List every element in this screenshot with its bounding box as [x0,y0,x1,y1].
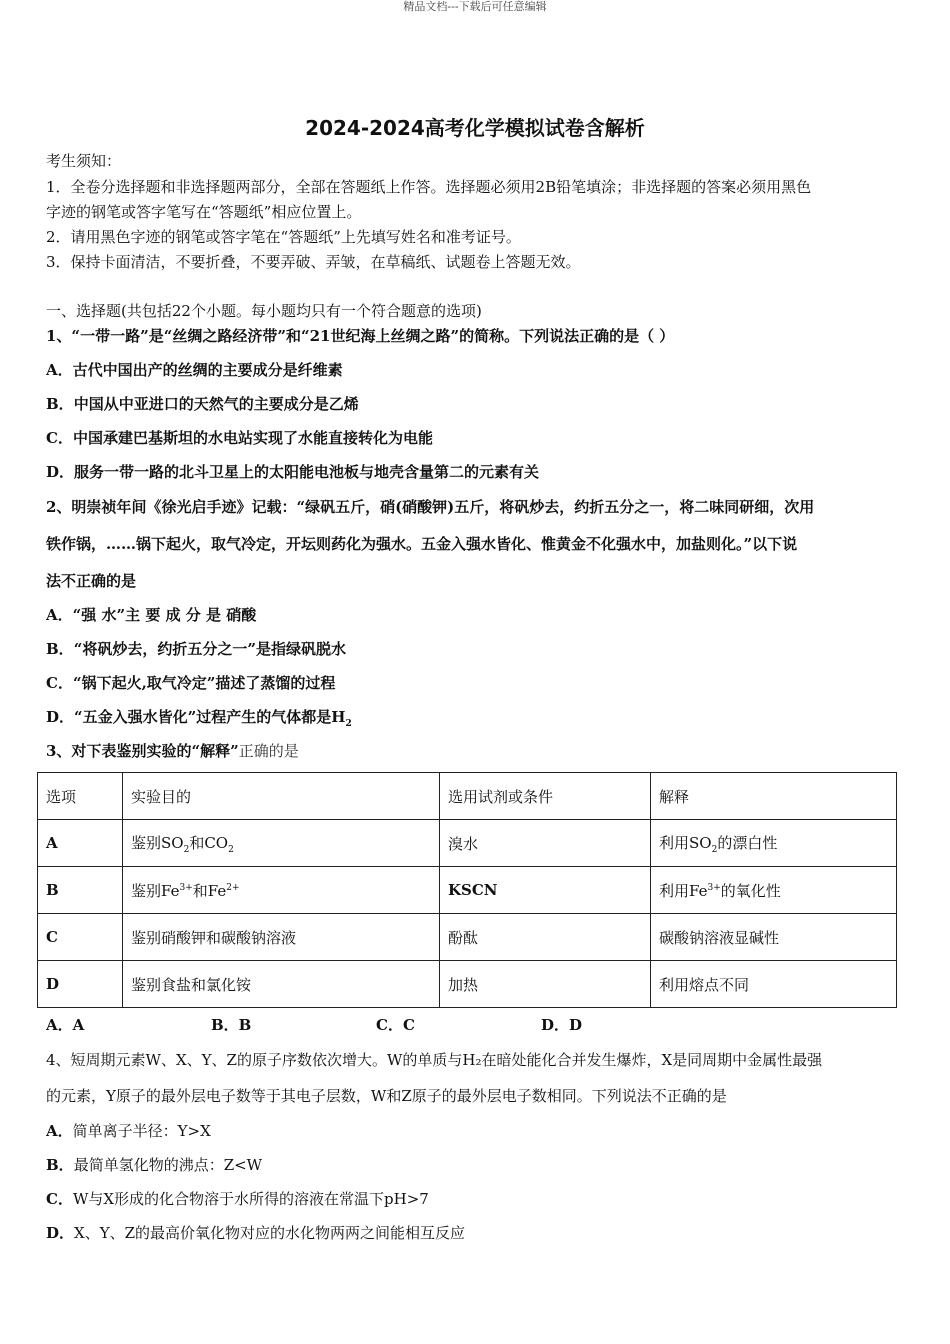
option-label: C． [46,429,73,447]
table-cell-option: B [38,867,123,914]
option-label: A． [46,606,73,624]
cell-text: 鉴别SO [131,833,184,852]
table-header-cell: 选项 [38,773,123,820]
table-cell-option: A [38,820,123,867]
option-text: 服务一带一路的北斗卫星上的太阳能电池板与地壳含量第二的元素有关 [74,463,540,481]
option-label: A． [46,361,73,379]
option-label: C． [46,674,73,692]
question-4-stem-line: 的元素，Y原子的最外层电子数等于其电子层数，W和Z原子的最外层电子数相同。下列说法不正确的是 [46,1087,727,1105]
table-header-cell: 实验目的 [123,773,440,820]
table-cell-explanation: 碳酸钠溶液显碱性 [651,914,897,961]
question-2-option-b [46,638,906,660]
answer-option: B．B [211,1016,252,1034]
subscript: 2 [711,844,718,855]
table-cell-reagent: 溴水 [440,820,651,867]
question-3-table [37,772,897,1008]
question-1-stem: 1、“一带一路”是“丝绸之路经济带”和“21世纪海上丝绸之路”的简称。下列说法正确的是（ ） [46,327,675,345]
question-2-stem-line: 法不正确的是 [46,572,137,590]
question-4-option-d [46,1222,906,1244]
table-cell-option: D [38,961,123,1008]
answer-option: C．C [376,1016,415,1034]
option-text: 古代中国出产的丝绸的主要成分是纤维素 [72,361,343,379]
subscript: 2 [345,719,352,729]
table-cell-reagent: 加热 [440,961,651,1008]
cell-text: 鉴别Fe [131,881,180,900]
answer-option: D．D [541,1016,583,1034]
question-2-option-a [46,604,906,626]
cell-text: 的漂白性 [717,833,778,852]
option-label: C． [46,1190,73,1208]
notice-item: 2．请用黑色字迹的钢笔或答字笔在“答题纸”上先填写姓名和准考证号。 [46,228,521,246]
table-cell-goal: 鉴别硝酸钾和碳酸钠溶液 [123,914,440,961]
question-4-option-b [46,1154,906,1176]
cell-text: 利用Fe [659,881,708,900]
subscript: 2 [183,844,190,855]
question-1-option-a [46,359,906,381]
table-cell-goal [123,867,440,914]
option-text: W与X形成的化合物溶于水所得的溶液在常温下pH>7 [72,1190,429,1208]
question-2-option-d [46,706,906,735]
notice-item: 3．保持卡面清洁，不要折叠，不要弄破、弄皱，在草稿纸、试题卷上答题无效。 [46,253,581,271]
table-row [38,961,897,1008]
option-text: 中国承建巴基斯坦的水电站实现了水能直接转化为电能 [72,429,433,447]
superscript: 3+ [707,882,721,893]
table-header-row [38,773,897,820]
question-2-option-c [46,672,906,694]
option-text: X、Y、Z的最高价氧化物对应的水化物两两之间能相互反应 [74,1224,466,1242]
question-1-option-c [46,427,906,449]
page-title: 2024-2024高考化学模拟试卷含解析 [305,116,645,140]
table-cell-goal [123,820,440,867]
table-cell-explanation [651,867,897,914]
table-header-cell: 选用试剂或条件 [440,773,651,820]
option-label: B． [46,640,74,658]
section-heading: 一、选择题(共包括22个小题。每小题均只有一个符合题意的选项) [46,302,482,320]
question-1-option-d [46,461,906,483]
question-4-option-a [46,1120,906,1142]
option-label: D． [46,463,75,481]
page-header: 精品文档---下载后可任意编辑 [403,0,547,13]
table-cell-goal: 鉴别食盐和氯化铵 [123,961,440,1008]
question-4-stem-line: 4、短周期元素W、X、Y、Z的原子序数依次增大。W的单质与H₂在暗处能化合并发生爆炸，X是同周期中金属性最强 [46,1051,823,1069]
superscript: 3+ [179,882,193,893]
cell-text: 利用SO [659,833,712,852]
answer-option: A．A [46,1016,85,1034]
option-text: “五金入强水皆化”过程产生的气体都是H [74,708,346,726]
option-text: “强 水”主 要 成 分 是 硝酸 [72,606,257,624]
option-text: 中国从中亚进口的天然气的主要成分是乙烯 [73,395,359,413]
table-cell-reagent: KSCN [440,867,651,914]
option-label: D． [46,708,75,726]
option-label: B． [46,395,74,413]
question-2-stem-line: 铁作锅，……锅下起火，取气冷定，开坛则药化为强水。五金入强水皆化、惟黄金不化强水中，加盐则化。”以下说 [46,535,798,553]
question-3-answers [46,1014,906,1036]
subscript: 2 [228,844,234,855]
option-label: B． [46,1156,74,1174]
question-4-option-c [46,1188,906,1210]
table-header-cell: 解释 [651,773,897,820]
question-3-stem [46,740,906,762]
cell-text: 的氧化性 [720,881,781,900]
table-cell-explanation: 利用熔点不同 [651,961,897,1008]
table-cell-explanation [651,820,897,867]
table-cell-reagent: 酚酞 [440,914,651,961]
table-row [38,820,897,867]
notice-item: 字迹的钢笔或答字笔写在“答题纸”相应位置上。 [46,203,362,221]
question-1-option-b [46,393,906,415]
superscript: 2+ [226,882,240,893]
option-text: 最简单氢化物的沸点：Z<W [73,1156,263,1174]
option-text: 简单离子半径：Y>X [72,1122,211,1140]
table-row [38,867,897,914]
table-row [38,914,897,961]
option-text: “将矾炒去，约折五分之一”是指绿矾脱水 [73,640,346,658]
question-2-stem-line: 2、明崇祯年间《徐光启手迹》记载：“绿矾五斤，硝(硝酸钾)五斤，将矾炒去，约折五分之一，将二味同研细，次用 [46,498,815,516]
option-label: D． [46,1224,75,1242]
stem-tail: 正确的是 [238,742,299,760]
cell-text: 和CO [189,833,229,852]
notice-item: 1．全卷分选择题和非选择题两部分，全部在答题纸上作答。选择题必须用2B铅笔填涂；非选择题的答案必须用黑色 [46,178,812,196]
cell-text: 和Fe [192,881,227,900]
option-text: “锅下起火,取气冷定”描述了蒸馏的过程 [72,674,336,692]
table-cell-option: C [38,914,123,961]
stem-main: 3、对下表鉴别实验的“解释” [46,742,239,760]
notice-heading: 考生须知： [46,152,122,170]
option-label: A． [46,1122,73,1140]
